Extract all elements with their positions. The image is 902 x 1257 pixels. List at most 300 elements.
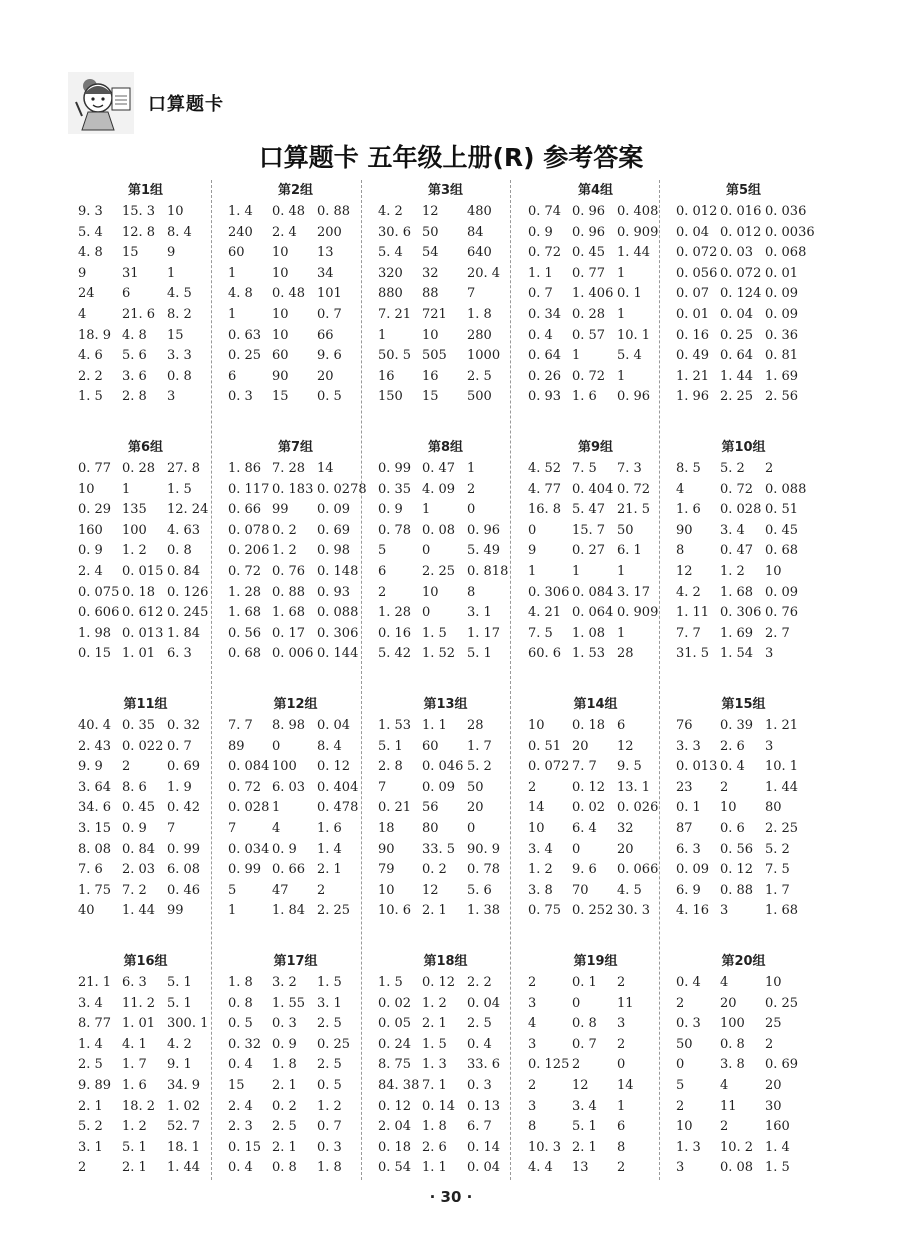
answer-row	[378, 860, 513, 881]
answer-row	[528, 1138, 663, 1159]
answer-value: 2. 4	[272, 224, 297, 240]
answer-value: 1	[228, 306, 237, 322]
answer-value: 8. 4	[317, 738, 342, 754]
answer-value: 1	[122, 481, 131, 497]
answer-value: 1. 2	[317, 1098, 342, 1114]
answer-value: 15. 3	[122, 204, 156, 219]
answer-value: 0. 05	[378, 1016, 412, 1032]
answer-row	[78, 1138, 213, 1159]
answer-value: 0. 6	[720, 820, 745, 836]
answer-value: 1. 68	[228, 605, 262, 621]
answer-value: 10	[528, 820, 545, 836]
answer-group	[528, 694, 663, 922]
answer-value: 3	[720, 903, 729, 919]
answer-value: 0. 56	[228, 625, 262, 641]
answer-value: 1. 6	[317, 820, 342, 836]
answer-row	[528, 1076, 663, 1097]
answer-value: 0. 612	[122, 605, 164, 621]
answer-value: 0. 3	[272, 1016, 297, 1032]
answer-row	[228, 778, 363, 799]
answer-value: 0. 1	[676, 800, 701, 816]
answer-row	[78, 603, 213, 624]
answer-row	[528, 901, 663, 922]
answer-value: 1	[167, 265, 176, 281]
answer-value: 0. 0036	[765, 224, 815, 240]
answer-value: 0. 306	[720, 605, 762, 621]
answer-value: 10	[765, 563, 782, 579]
answer-value: 84. 38	[378, 1077, 420, 1093]
answer-value: 5. 42	[378, 646, 412, 662]
answer-value: 0. 408	[617, 204, 659, 219]
answer-value: 1	[617, 306, 626, 322]
answer-value: 0. 77	[78, 461, 112, 476]
answer-value: 1. 3	[676, 1139, 701, 1155]
answer-row	[528, 284, 663, 305]
answer-value: 0. 47	[422, 461, 456, 476]
answer-row	[528, 223, 663, 244]
answer-row	[378, 1014, 513, 1035]
answer-value: 0	[617, 1057, 626, 1073]
answer-value: 0. 01	[676, 306, 710, 322]
answer-value: 0. 03	[720, 245, 754, 261]
answer-value: 2	[122, 759, 131, 775]
answer-row	[228, 881, 363, 902]
answer-value: 0. 15	[78, 646, 112, 662]
answer-value: 9	[528, 543, 537, 559]
answer-value: 0. 1	[617, 286, 642, 302]
answer-value: 20	[617, 841, 634, 857]
answer-value: 1. 28	[228, 584, 262, 600]
answer-value: 0. 8	[272, 1160, 297, 1176]
answer-row	[228, 1138, 363, 1159]
answer-value: 0. 034	[228, 841, 270, 857]
answer-value: 1	[617, 625, 626, 641]
answer-value: 0. 404	[572, 481, 614, 497]
answer-value: 3. 4	[572, 1098, 597, 1114]
answer-value: 2. 25	[720, 389, 754, 405]
answer-row	[78, 202, 213, 223]
answer-row	[378, 1035, 513, 1056]
answer-row	[528, 644, 663, 665]
answer-value: 0. 14	[422, 1098, 456, 1114]
answer-value: 90	[272, 368, 289, 384]
answer-value: 1. 1	[422, 718, 447, 733]
answer-value: 5. 1	[467, 646, 492, 662]
answer-value: 3. 1	[467, 605, 492, 621]
answer-value: 2. 4	[78, 563, 103, 579]
answer-value: 3	[167, 389, 176, 405]
answer-value: 0. 42	[167, 800, 201, 816]
group-title: 第15组	[721, 697, 766, 712]
answer-value: 79	[378, 862, 395, 878]
answer-value: 0. 8	[572, 1016, 597, 1032]
answer-value: 9. 9	[78, 759, 103, 775]
answer-value: 0	[572, 995, 581, 1011]
answer-row	[378, 603, 513, 624]
answer-row	[676, 624, 811, 645]
answer-row	[378, 521, 513, 542]
answer-value: 0. 08	[422, 522, 456, 538]
answer-row	[528, 1117, 663, 1138]
group-title: 第7组	[277, 440, 314, 455]
answer-row	[378, 346, 513, 367]
answer-value: 13	[317, 245, 334, 261]
answer-value: 15. 7	[572, 522, 606, 538]
answer-value: 2	[528, 779, 537, 795]
answer-group	[228, 694, 363, 922]
answer-value: 0. 01	[765, 265, 799, 281]
answer-value: 99	[167, 903, 184, 919]
answer-value: 4. 77	[528, 481, 562, 497]
answer-value: 12. 24	[167, 502, 209, 518]
answer-value: 10	[528, 718, 545, 733]
answer-row	[676, 757, 811, 778]
answer-row	[228, 798, 363, 819]
answer-value: 0. 7	[317, 1119, 342, 1135]
answer-value: 3	[528, 995, 537, 1011]
answer-value: 3	[765, 738, 774, 754]
answer-value: 10	[422, 327, 439, 343]
group-title: 第8组	[427, 440, 464, 455]
answer-value: 0. 66	[272, 862, 306, 878]
answer-value: 7. 7	[572, 759, 597, 775]
answer-row	[228, 223, 363, 244]
answer-value: 2. 03	[122, 862, 156, 878]
answer-row	[378, 1158, 513, 1179]
answer-row	[378, 264, 513, 285]
answer-row	[78, 500, 213, 521]
answer-value: 0	[467, 502, 476, 518]
answer-value: 60	[228, 245, 245, 261]
answer-row	[78, 326, 213, 347]
answer-value: 6	[617, 718, 626, 733]
answer-value: 0. 76	[272, 563, 306, 579]
answer-value: 12. 8	[122, 224, 156, 240]
answer-value: 0. 72	[228, 563, 262, 579]
answer-value: 1. 5	[78, 389, 103, 405]
answer-value: 3. 4	[78, 995, 103, 1011]
answer-row	[78, 367, 213, 388]
answer-row	[676, 367, 811, 388]
answer-value: 2. 8	[378, 759, 403, 775]
answer-value: 6. 7	[467, 1119, 492, 1135]
answer-value: 14	[528, 800, 545, 816]
answer-value: 4. 5	[617, 882, 642, 898]
answer-value: 0. 18	[572, 718, 606, 733]
answer-value: 505	[422, 348, 447, 364]
answer-value: 8. 6	[122, 779, 147, 795]
answer-value: 80	[422, 820, 439, 836]
answer-value: 1. 84	[272, 903, 306, 919]
answer-value: 4. 09	[422, 481, 456, 497]
answer-value: 0. 084	[572, 584, 614, 600]
answer-row	[528, 367, 663, 388]
group-title: 第11组	[123, 697, 168, 712]
answer-row	[228, 500, 363, 521]
answer-value: 0. 013	[676, 759, 718, 775]
answer-value: 0. 49	[676, 348, 710, 364]
answer-value: 6. 3	[676, 841, 701, 857]
answer-value: 89	[228, 738, 245, 754]
answer-value: 0. 39	[720, 718, 754, 733]
answer-row	[378, 480, 513, 501]
answer-value: 2. 5	[317, 1057, 342, 1073]
answer-row	[78, 994, 213, 1015]
answer-row	[676, 387, 811, 408]
answer-value: 2. 1	[317, 862, 342, 878]
answer-value: 0. 02	[572, 800, 606, 816]
answer-value: 480	[467, 204, 492, 219]
answer-value: 8	[467, 584, 476, 600]
answer-row	[228, 1158, 363, 1179]
answer-value: 10	[167, 204, 184, 219]
answer-value: 18. 2	[122, 1098, 156, 1114]
answer-value: 0. 35	[122, 718, 156, 733]
answer-row	[378, 778, 513, 799]
answer-value: 0. 96	[617, 389, 651, 405]
answer-value: 50	[422, 224, 439, 240]
answer-value: 99	[272, 502, 289, 518]
answer-value: 1. 2	[720, 563, 745, 579]
answer-row	[378, 541, 513, 562]
answer-row	[78, 757, 213, 778]
answer-value: 1. 5	[167, 481, 192, 497]
answer-row	[676, 223, 815, 244]
answer-value: 18. 1	[167, 1139, 201, 1155]
answer-row	[378, 326, 513, 347]
answer-value: 4. 21	[528, 605, 562, 621]
answer-value: 160	[78, 522, 103, 538]
answer-value: 0. 7	[167, 738, 192, 754]
answer-value: 1. 84	[167, 625, 201, 641]
answer-row	[78, 1117, 213, 1138]
answer-value: 1. 01	[122, 1016, 156, 1032]
answer-row	[528, 346, 663, 367]
answer-value: 0	[422, 605, 431, 621]
answer-group	[528, 180, 663, 408]
answer-value: 1. 2	[272, 543, 297, 559]
answer-value: 1. 44	[617, 245, 651, 261]
answer-value: 7. 5	[528, 625, 553, 641]
answer-value: 0. 012	[720, 224, 762, 240]
answer-value: 10	[78, 481, 95, 497]
answer-row	[78, 840, 213, 861]
answer-value: 0. 09	[765, 306, 799, 322]
answer-row	[78, 264, 213, 285]
answer-value: 0. 306	[528, 584, 570, 600]
answer-value: 4. 5	[167, 286, 192, 302]
answer-row	[378, 901, 513, 922]
answer-row	[676, 901, 811, 922]
answer-row	[78, 778, 213, 799]
answer-row	[78, 901, 213, 922]
answer-value: 6. 3	[122, 975, 147, 990]
answer-value: 3	[528, 1098, 537, 1114]
answer-value: 34. 9	[167, 1077, 201, 1093]
answer-row	[676, 737, 811, 758]
answer-row	[228, 1117, 363, 1138]
answer-row	[676, 583, 811, 604]
answer-value: 0. 72	[572, 368, 606, 384]
answer-value: 1. 5	[765, 1160, 790, 1176]
answer-value: 5. 4	[617, 348, 642, 364]
answer-value: 50. 5	[378, 348, 412, 364]
answer-value: 47	[272, 882, 289, 898]
answer-row	[228, 1076, 363, 1097]
header-label: 口算题卡	[148, 94, 224, 115]
answer-value: 0. 4	[228, 1160, 253, 1176]
answer-value: 1. 7	[467, 738, 492, 754]
answer-value: 1. 4	[78, 1036, 103, 1052]
answer-value: 880	[378, 286, 403, 302]
answer-row	[528, 264, 663, 285]
answer-value: 0. 245	[167, 605, 209, 621]
answer-value: 2	[765, 1036, 774, 1052]
answer-value: 0. 25	[720, 327, 754, 343]
answer-row	[676, 1055, 811, 1076]
answer-value: 0. 04	[317, 718, 351, 733]
answer-value: 1. 08	[572, 625, 606, 641]
answer-value: 0. 072	[528, 759, 570, 775]
answer-row	[528, 881, 663, 902]
answer-value: 5. 49	[467, 543, 501, 559]
answer-value: 500	[467, 389, 492, 405]
answer-value: 21. 5	[617, 502, 651, 518]
answer-row	[228, 1014, 363, 1035]
answer-row	[228, 346, 363, 367]
answer-value: 2. 5	[467, 368, 492, 384]
answer-value: 1. 6	[122, 1077, 147, 1093]
answer-value: 3. 4	[528, 841, 553, 857]
answer-value: 40. 4	[78, 718, 112, 733]
answer-value: 0. 72	[617, 481, 651, 497]
answer-value: 32	[617, 820, 634, 836]
answer-value: 15	[122, 245, 139, 261]
mascot-illustration	[68, 72, 134, 134]
answer-row	[378, 1055, 513, 1076]
answer-value: 24	[78, 286, 95, 302]
answer-value: 3	[528, 1036, 537, 1052]
group-title: 第17组	[273, 954, 318, 969]
answer-value: 0. 72	[720, 481, 754, 497]
answer-value: 0. 015	[122, 563, 164, 579]
answer-value: 40	[78, 903, 95, 919]
answer-value: 1. 44	[720, 368, 754, 384]
answer-value: 1. 4	[765, 1139, 790, 1155]
answer-row	[78, 973, 213, 994]
answer-value: 0. 68	[228, 646, 262, 662]
answer-value: 5. 1	[122, 1139, 147, 1155]
answer-value: 10. 6	[378, 903, 412, 919]
answer-value: 1. 21	[676, 368, 710, 384]
answer-value: 135	[122, 502, 147, 518]
answer-row	[676, 819, 811, 840]
answer-group	[676, 437, 811, 665]
answer-value: 0. 04	[720, 306, 754, 322]
answer-row	[78, 583, 213, 604]
answer-row	[676, 1097, 811, 1118]
answer-value: 1. 9	[167, 779, 192, 795]
answer-value: 6	[122, 286, 131, 302]
answer-value: 0. 006	[272, 646, 314, 662]
answer-value: 3. 8	[528, 882, 553, 898]
answer-value: 0. 77	[572, 265, 606, 281]
answer-value: 4	[78, 306, 87, 322]
answer-value: 34. 6	[78, 800, 112, 816]
answer-row	[378, 500, 513, 521]
answer-row	[378, 798, 513, 819]
answer-value: 0. 81	[765, 348, 799, 364]
answer-row	[228, 305, 363, 326]
answer-row	[228, 562, 363, 583]
answer-value: 0. 69	[765, 1057, 799, 1073]
answer-row	[228, 737, 363, 758]
answer-value: 0. 69	[167, 759, 201, 775]
answer-value: 0. 21	[378, 800, 412, 816]
answer-row	[228, 716, 363, 737]
answer-value: 0. 9	[272, 841, 297, 857]
answer-row	[378, 716, 513, 737]
answer-row	[378, 305, 513, 326]
answer-value: 50	[676, 1036, 693, 1052]
answer-row	[676, 644, 811, 665]
answer-value: 0. 8	[720, 1036, 745, 1052]
answer-value: 1	[572, 563, 581, 579]
answer-value: 1. 5	[422, 625, 447, 641]
answer-value: 0. 64	[720, 348, 754, 364]
answer-value: 16	[422, 368, 439, 384]
answer-row	[78, 223, 213, 244]
answer-value: 20	[317, 368, 334, 384]
answer-row	[378, 624, 513, 645]
answer-value: 34	[317, 265, 334, 281]
answer-row	[676, 243, 811, 264]
answer-value: 1. 2	[122, 543, 147, 559]
answer-group	[78, 694, 213, 922]
answer-value: 4	[720, 975, 729, 990]
answer-value: 5. 4	[78, 224, 103, 240]
answer-value: 9. 3	[78, 204, 103, 219]
answer-value: 0. 088	[317, 605, 359, 621]
answer-value: 66	[317, 327, 334, 343]
answer-value: 100	[122, 522, 147, 538]
answer-value: 721	[422, 306, 447, 322]
answer-value: 0. 09	[317, 502, 351, 518]
answer-value: 2	[78, 1160, 87, 1176]
answer-row	[676, 840, 811, 861]
answer-value: 5	[228, 882, 237, 898]
answer-row	[676, 305, 811, 326]
answer-value: 0. 72	[228, 779, 262, 795]
answer-value: 0. 98	[317, 543, 351, 559]
answer-value: 10	[422, 584, 439, 600]
answer-value: 1	[572, 348, 581, 364]
answer-value: 10. 3	[528, 1139, 562, 1155]
answer-row	[228, 243, 363, 264]
answer-row	[228, 583, 363, 604]
answer-row	[676, 264, 811, 285]
answer-value: 0. 7	[572, 1036, 597, 1052]
answer-value: 0. 12	[317, 759, 351, 775]
answer-value: 0. 026	[617, 800, 659, 816]
answer-value: 11	[617, 995, 634, 1011]
answer-value: 320	[378, 265, 403, 281]
answer-value: 5	[378, 543, 387, 559]
answer-row	[528, 1158, 663, 1179]
group-title: 第1组	[127, 183, 164, 198]
answer-value: 2. 2	[467, 975, 492, 990]
group-title: 第18组	[423, 954, 468, 969]
